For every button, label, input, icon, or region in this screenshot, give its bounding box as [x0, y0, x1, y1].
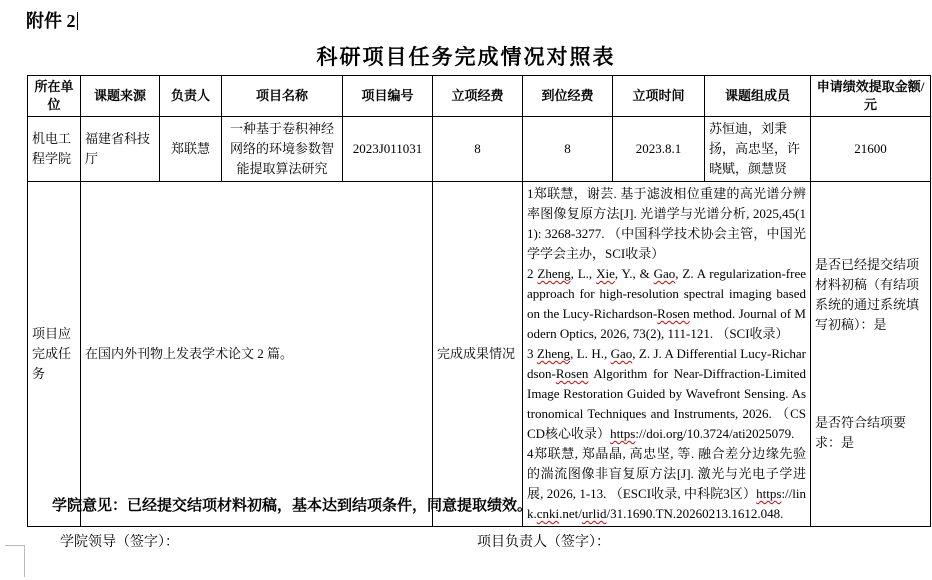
column-header-leader: 负责人 [160, 76, 222, 117]
task-row [28, 182, 931, 527]
column-header-received-fund: 到位经费 [523, 76, 613, 117]
approved-fund-cell: 8 [433, 117, 523, 182]
unit-cell: 机电工程学院 [28, 117, 81, 182]
college-opinion: 学院意见：已经提交结项材料初稿，基本达到结项条件，同意提取绩效。 [52, 498, 533, 514]
publication-entry: 4郑联慧, 郑晶晶, 高忠坚, 等. 融合差分边缘先验的湍流图像非盲复原方法[J]. 激光与光电子学进展, 2026, 1-13. （ESCI收录, 中科院3区）https://link.cnki.net/urlid/31.1690.TN.20260213.1612.048. [527, 446, 806, 521]
column-header-source: 课题来源 [81, 76, 160, 117]
column-header-start-date: 立项时间 [613, 76, 705, 117]
project-row [28, 117, 931, 182]
attachment-label-text: 附件 2 [26, 11, 76, 31]
project-table [27, 75, 931, 527]
leader-signature-label: 学院领导（签字）： [60, 535, 179, 550]
outcome-label-cell: 完成成果情况 [433, 182, 523, 527]
publication-entry: 2 Zheng, L., Xie, Y., & Gao, Z. A regularization-free approach for high-resolution spectral imaging based on the Lucy-Richardson-Rosen method. Journal of Modern Optics, 2026, 73(2), 111-121. （SCI收录） [527, 266, 806, 341]
task-label-cell: 项目应完成任务 [28, 182, 81, 527]
header-row [28, 76, 931, 117]
column-header-project-code: 项目编号 [343, 76, 433, 117]
project-name-cell: 一种基于卷积神经网络的环境参数智能提取算法研究 [222, 117, 343, 182]
column-header-members: 课题组成员 [705, 76, 811, 117]
attachment-label [26, 7, 78, 33]
column-header-performance-amount: 申请绩效提取金额/元 [811, 76, 931, 117]
column-header-unit: 所在单位 [28, 76, 81, 117]
members-cell: 苏恒迪，刘秉扬，高忠坚，许晓赋，颜慧贤 [705, 117, 811, 182]
performance-amount-cell: 21600 [811, 117, 931, 182]
column-header-approved-fund: 立项经费 [433, 76, 523, 117]
publication-entry: 3 Zheng, L. H., Gao, Z. J. A Differential Lucy-Richardson-Rosen Algorithm for Near-Diffraction-Limited Image Restoration Guided by Wavefront Sensing. Astronomical Techniques and Instruments, 2026. （CSCD核心收录）https://doi.org/10.3724/ati2025079. [527, 346, 807, 441]
page-title: 科研项目任务完成情况对照表 [316, 45, 616, 69]
status-requirement: 是否符合结项要求：是 [815, 415, 907, 450]
task-cell: 在国内外刊物上发表学术论文 2 篇。 [81, 182, 433, 527]
publications-cell [523, 182, 811, 527]
publication-entry: 1郑联慧，谢芸. 基于滤波相位重建的高光谱分辨率图像复原方法[J]. 光谱学与光谱分析, 2025,45(11): 3268-3277. （中国科学技术协会主管，中国光学学会主办，SCI收录） [527, 186, 806, 261]
column-header-project-name: 项目名称 [222, 76, 343, 117]
received-fund-cell: 8 [523, 117, 613, 182]
project-code-cell: 2023J011031 [343, 117, 433, 182]
source-cell: 福建省科技厅 [81, 117, 160, 182]
pi-signature-label: 项目负责人（签字）： [477, 535, 610, 550]
margin-corner-mark [5, 545, 25, 577]
status-initial-draft: 是否已经提交结项材料初稿（有结项系统的通过系统填写初稿）：是 [815, 257, 920, 332]
start-date-cell: 2023.8.1 [613, 117, 705, 182]
leader-cell: 郑联慧 [160, 117, 222, 182]
text-cursor [77, 12, 79, 30]
status-cell [811, 182, 931, 527]
